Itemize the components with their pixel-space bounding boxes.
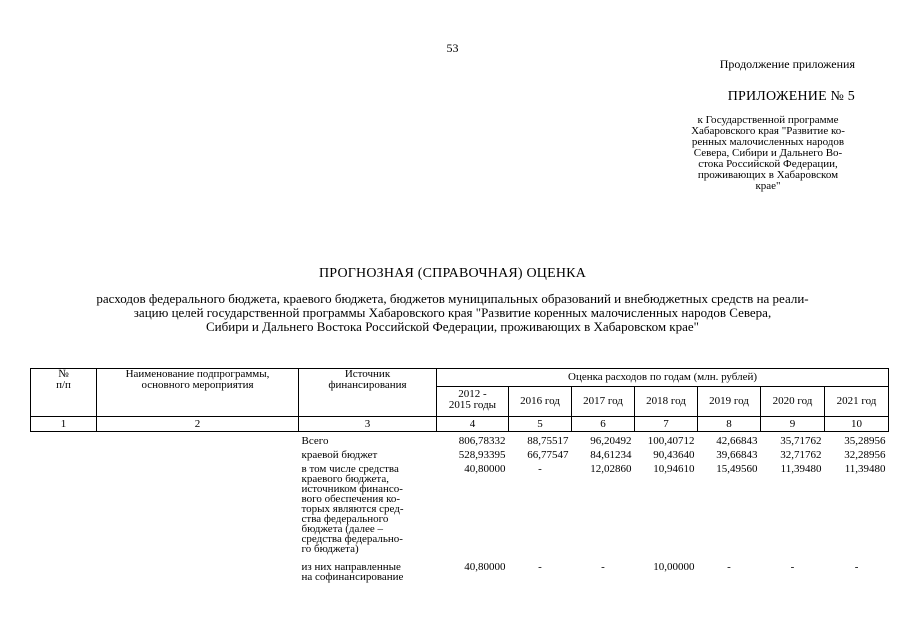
table-row [31,460,889,554]
value-cell: - [727,561,731,573]
table-row [31,446,889,460]
document-subtitle-line: зацию целей государственной программы Хабаровского края "Развитие коренных малочисленных народов Севера, [133,305,772,320]
appendix-description-line: проживающих в Хабаровском [697,169,839,181]
header-year-2016: 2016 год [509,387,572,417]
value-cell: 88,75517 [527,435,569,447]
continuation-label: Продолжение приложения [719,57,855,71]
value-cell: 806,78332 [458,435,506,447]
appendix-description-line: к Государственной программе [697,114,839,126]
header-year-2018: 2018 год [635,387,698,417]
appendix-title: ПРИЛОЖЕНИЕ № 5 [727,89,855,104]
column-number: 10 [825,417,889,432]
value-cell: 35,28956 [844,435,886,447]
appendix-description-line: Хабаровского края "Развитие ко- [691,125,845,137]
value-cell: 10,00000 [653,561,695,573]
column-number: 9 [761,417,825,432]
column-number-row [31,417,889,432]
source-cell: Всего [301,435,329,447]
value-cell: 42,66843 [716,435,758,447]
value-cell: - [854,561,859,573]
value-cell: - [538,463,542,475]
value-cell: 90,43640 [653,449,695,461]
column-number: 1 [31,417,97,432]
column-number: 7 [635,417,698,432]
header-year-2020: 2020 год [761,387,825,417]
document-title: ПРОГНОЗНАЯ (СПРАВОЧНАЯ) ОЦЕНКА [318,266,587,281]
value-cell: 40,80000 [464,463,506,475]
column-number: 3 [299,417,437,432]
value-cell: 100,40712 [647,435,695,447]
document-subtitle-line: Сибири и Дальнего Востока Российской Федерации, проживающих в Хабаровском крае" [206,319,699,334]
value-cell: 12,02860 [590,463,632,475]
value-cell: 96,20492 [590,435,632,447]
value-cell: - [601,561,605,573]
source-cell: в том числе средства краевого бюджета, источником финансо- вого обеспечения ко- торых являются сред- ства федерального бюджета (далее – средства федерально- го бюджета) [301,463,404,555]
page-number: 53 [446,41,459,55]
appendix-description-line: ренных малочисленных народов [691,136,845,148]
source-cell: краевой бюджет [301,449,378,461]
header-estimate-group: Оценка расходов по годам (млн. рублей) [437,369,889,387]
table-row [31,432,889,447]
header-year-2021: 2021 год [825,387,889,417]
value-cell: - [538,561,542,573]
value-cell: 35,71762 [780,435,822,447]
value-cell: 528,93395 [458,449,506,461]
value-cell: 39,66843 [716,449,758,461]
value-cell: 84,61234 [590,449,632,461]
column-number: 5 [509,417,572,432]
appendix-description-line: Севера, Сибири и Дальнего Во- [693,147,843,159]
appendix-description-line: крае" [755,180,781,192]
header-source: Источник финансирования [299,369,437,417]
value-cell: 11,39480 [844,463,886,475]
value-cell: 32,28956 [844,449,886,461]
appendix-description-line: стока Российской Федерации, [698,158,838,170]
value-cell: 10,94610 [653,463,695,475]
column-number: 6 [572,417,635,432]
value-cell: - [790,561,795,573]
source-cell: из них направленные на софинансирование [301,561,404,583]
column-number: 8 [698,417,761,432]
header-name: Наименование подпрограммы, основного мероприятия [97,369,299,417]
header-year-2012-2015: 2012 - 2015 годы [437,387,509,417]
value-cell: 32,71762 [780,449,822,461]
header-year-2017: 2017 год [572,387,635,417]
column-number: 4 [437,417,509,432]
value-cell: 66,77547 [527,449,569,461]
value-cell: 15,49560 [716,463,758,475]
document-subtitle-line: расходов федерального бюджета, краевого бюджета, бюджетов муниципальных образований и внебюджетных средств на реали- [96,291,809,306]
header-num: № п/п [31,369,97,417]
appendix-description [668,115,868,192]
value-cell: 11,39480 [780,463,822,475]
column-number: 2 [97,417,299,432]
table-row [31,554,889,582]
header-year-2019: 2019 год [698,387,761,417]
document-subtitle [30,292,875,334]
value-cell: 40,80000 [464,561,506,573]
budget-estimate-table [30,368,889,582]
